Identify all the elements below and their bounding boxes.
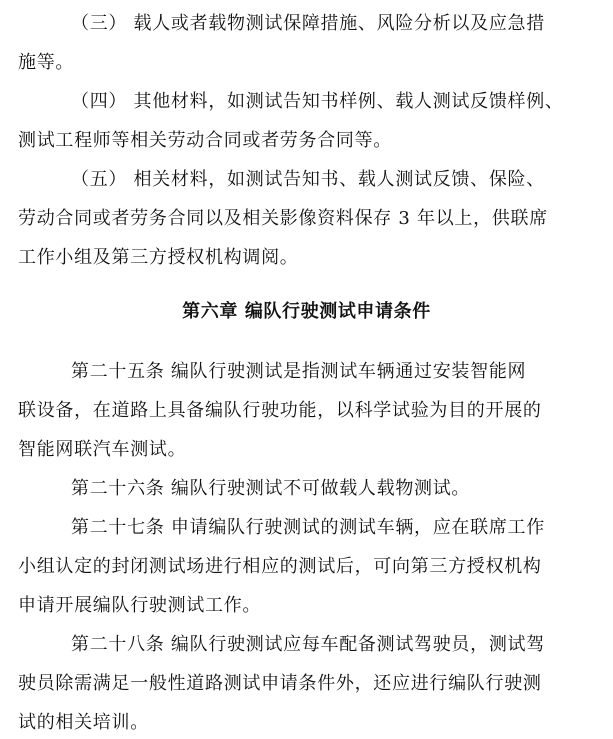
art25-line-3: 智能网联汽车测试。 <box>18 439 187 460</box>
art28-line-2: 驶员除需满足一般性道路测试申请条件外，还应进行编队行驶测 <box>18 673 542 694</box>
art28-line-3: 试的相关培训。 <box>18 712 149 733</box>
para4-line-2: 测试工程师等相关劳动合同或者劳务合同等。 <box>18 130 392 151</box>
art28-line-1: 第二十八条 编队行驶测试应每车配备测试驾驶员，测试驾 <box>71 634 545 655</box>
art27-line-2: 小组认定的封闭测试场进行相应的测试后，可向第三方授权机构 <box>18 556 542 577</box>
chapter-heading: 第六章 编队行驶测试申请条件 <box>182 301 431 322</box>
para3-line-2: 施等。 <box>18 52 75 73</box>
para5-line-1: （五） 相关材料，如测试告知书、载人测试反馈、保险、 <box>71 169 545 190</box>
art26-line-1: 第二十六条 编队行驶测试不可做载人载物测试。 <box>71 478 471 499</box>
para5-line-3: 工作小组及第三方授权机构调阅。 <box>18 247 299 268</box>
para3-line-1: （三） 载人或者载物测试保障措施、风险分析以及应急措 <box>71 13 545 34</box>
art25-line-1: 第二十五条 编队行驶测试是指测试车辆通过安装智能网 <box>71 361 527 382</box>
art25-line-2: 联设备，在道路上具备编队行驶功能，以科学试验为目的开展的 <box>18 400 542 421</box>
art27-line-1: 第二十七条 申请编队行驶测试的测试车辆，应在联席工作 <box>71 517 545 538</box>
para5-line-2: 劳动合同或者劳务合同以及相关影像资料保存 3 年以上，供联席 <box>18 208 548 229</box>
para4-line-1: （四） 其他材料，如测试告知书样例、载人测试反馈样例、 <box>71 91 564 112</box>
art27-line-3: 申请开展编队行驶测试工作。 <box>18 595 262 616</box>
